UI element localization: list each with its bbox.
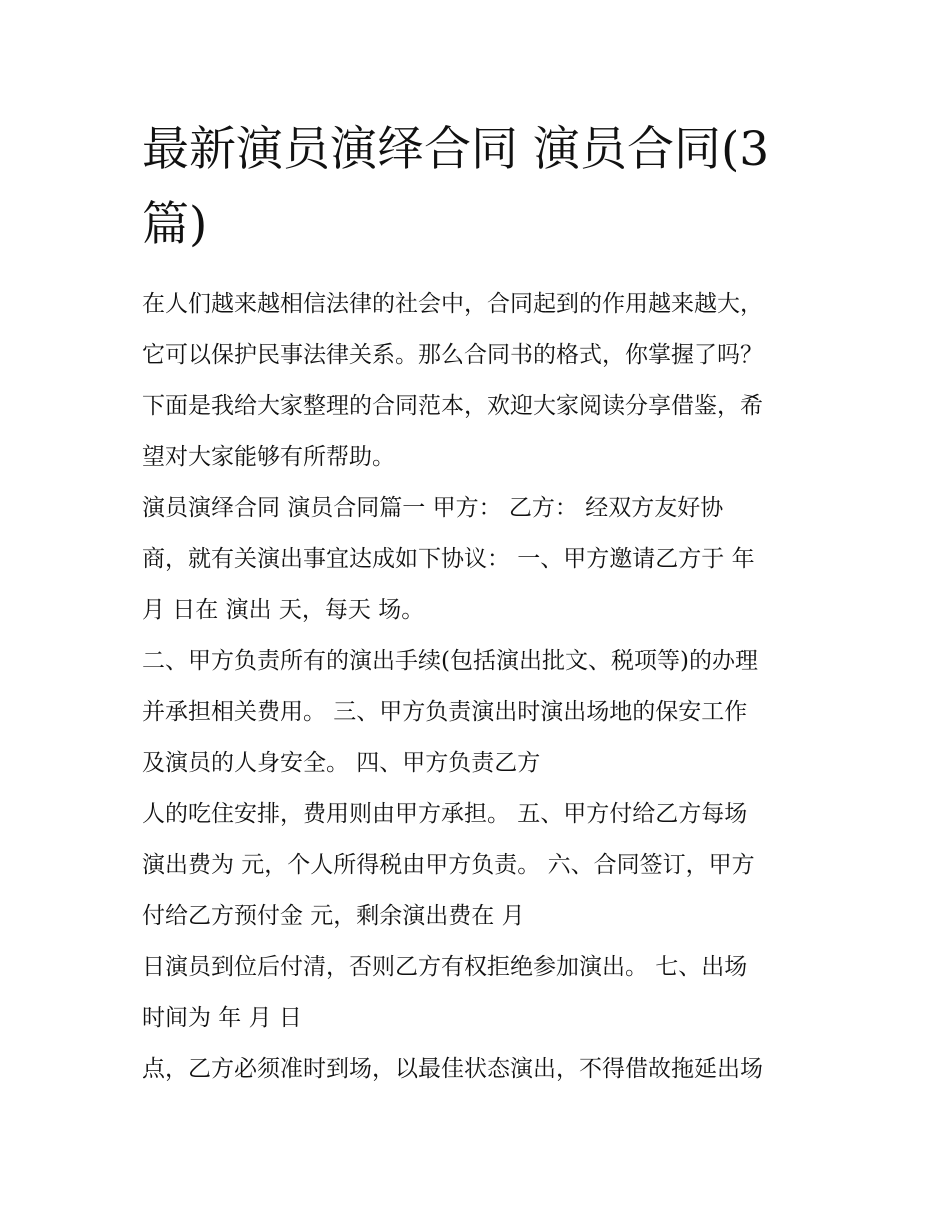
title-line-2: 篇): [142, 197, 208, 252]
body-line: 它可以保护民事法律关系。那么合同书的格式，你掌握了吗？: [142, 342, 763, 368]
body-line: 下面是我给大家整理的合同范本，欢迎大家阅读分享借鉴，希: [142, 393, 763, 419]
body-line: 时间为 年 月 日: [142, 1005, 302, 1031]
body-line: 演员演绎合同 演员合同篇一 甲方： 乙方： 经双方友好协: [142, 495, 724, 521]
body-line: 并承担相关费用。 三、甲方负责演出时演出场地的保安工作: [142, 699, 748, 725]
body-line: 二、甲方负责所有的演出手续(包括演出批文、税项等)的办理: [142, 648, 758, 674]
body-line: 望对大家能够有所帮助。: [142, 444, 395, 470]
body-line: 点，乙方必须准时到场，以最佳状态演出，不得借故拖延出场: [142, 1056, 763, 1082]
body-line: 付给乙方预付金 元，剩余演出费在 月: [142, 903, 525, 929]
body-line: 及演员的人身安全。 四、甲方负责乙方: [142, 750, 541, 776]
body-line: 日演员到位后付清，否则乙方有权拒绝参加演出。 七、出场: [142, 954, 748, 980]
body-line: 在人们越来越相信法律的社会中，合同起到的作用越来越大，: [142, 291, 763, 317]
document-title: [142, 112, 822, 262]
body-line: 人的吃住安排，费用则由甲方承担。 五、甲方付给乙方每场: [142, 801, 748, 827]
document-body: [142, 279, 822, 1095]
title-line-1: 最新演员演绎合同 演员合同(3: [142, 122, 770, 177]
body-line: 月 日在 演出 天，每天 场。: [142, 597, 425, 623]
body-line: 商，就有关演出事宜达成如下协议： 一、甲方邀请乙方于 年: [142, 546, 755, 572]
body-line: 演出费为 元，个人所得税由甲方负责。 六、合同签订，甲方: [142, 852, 755, 878]
